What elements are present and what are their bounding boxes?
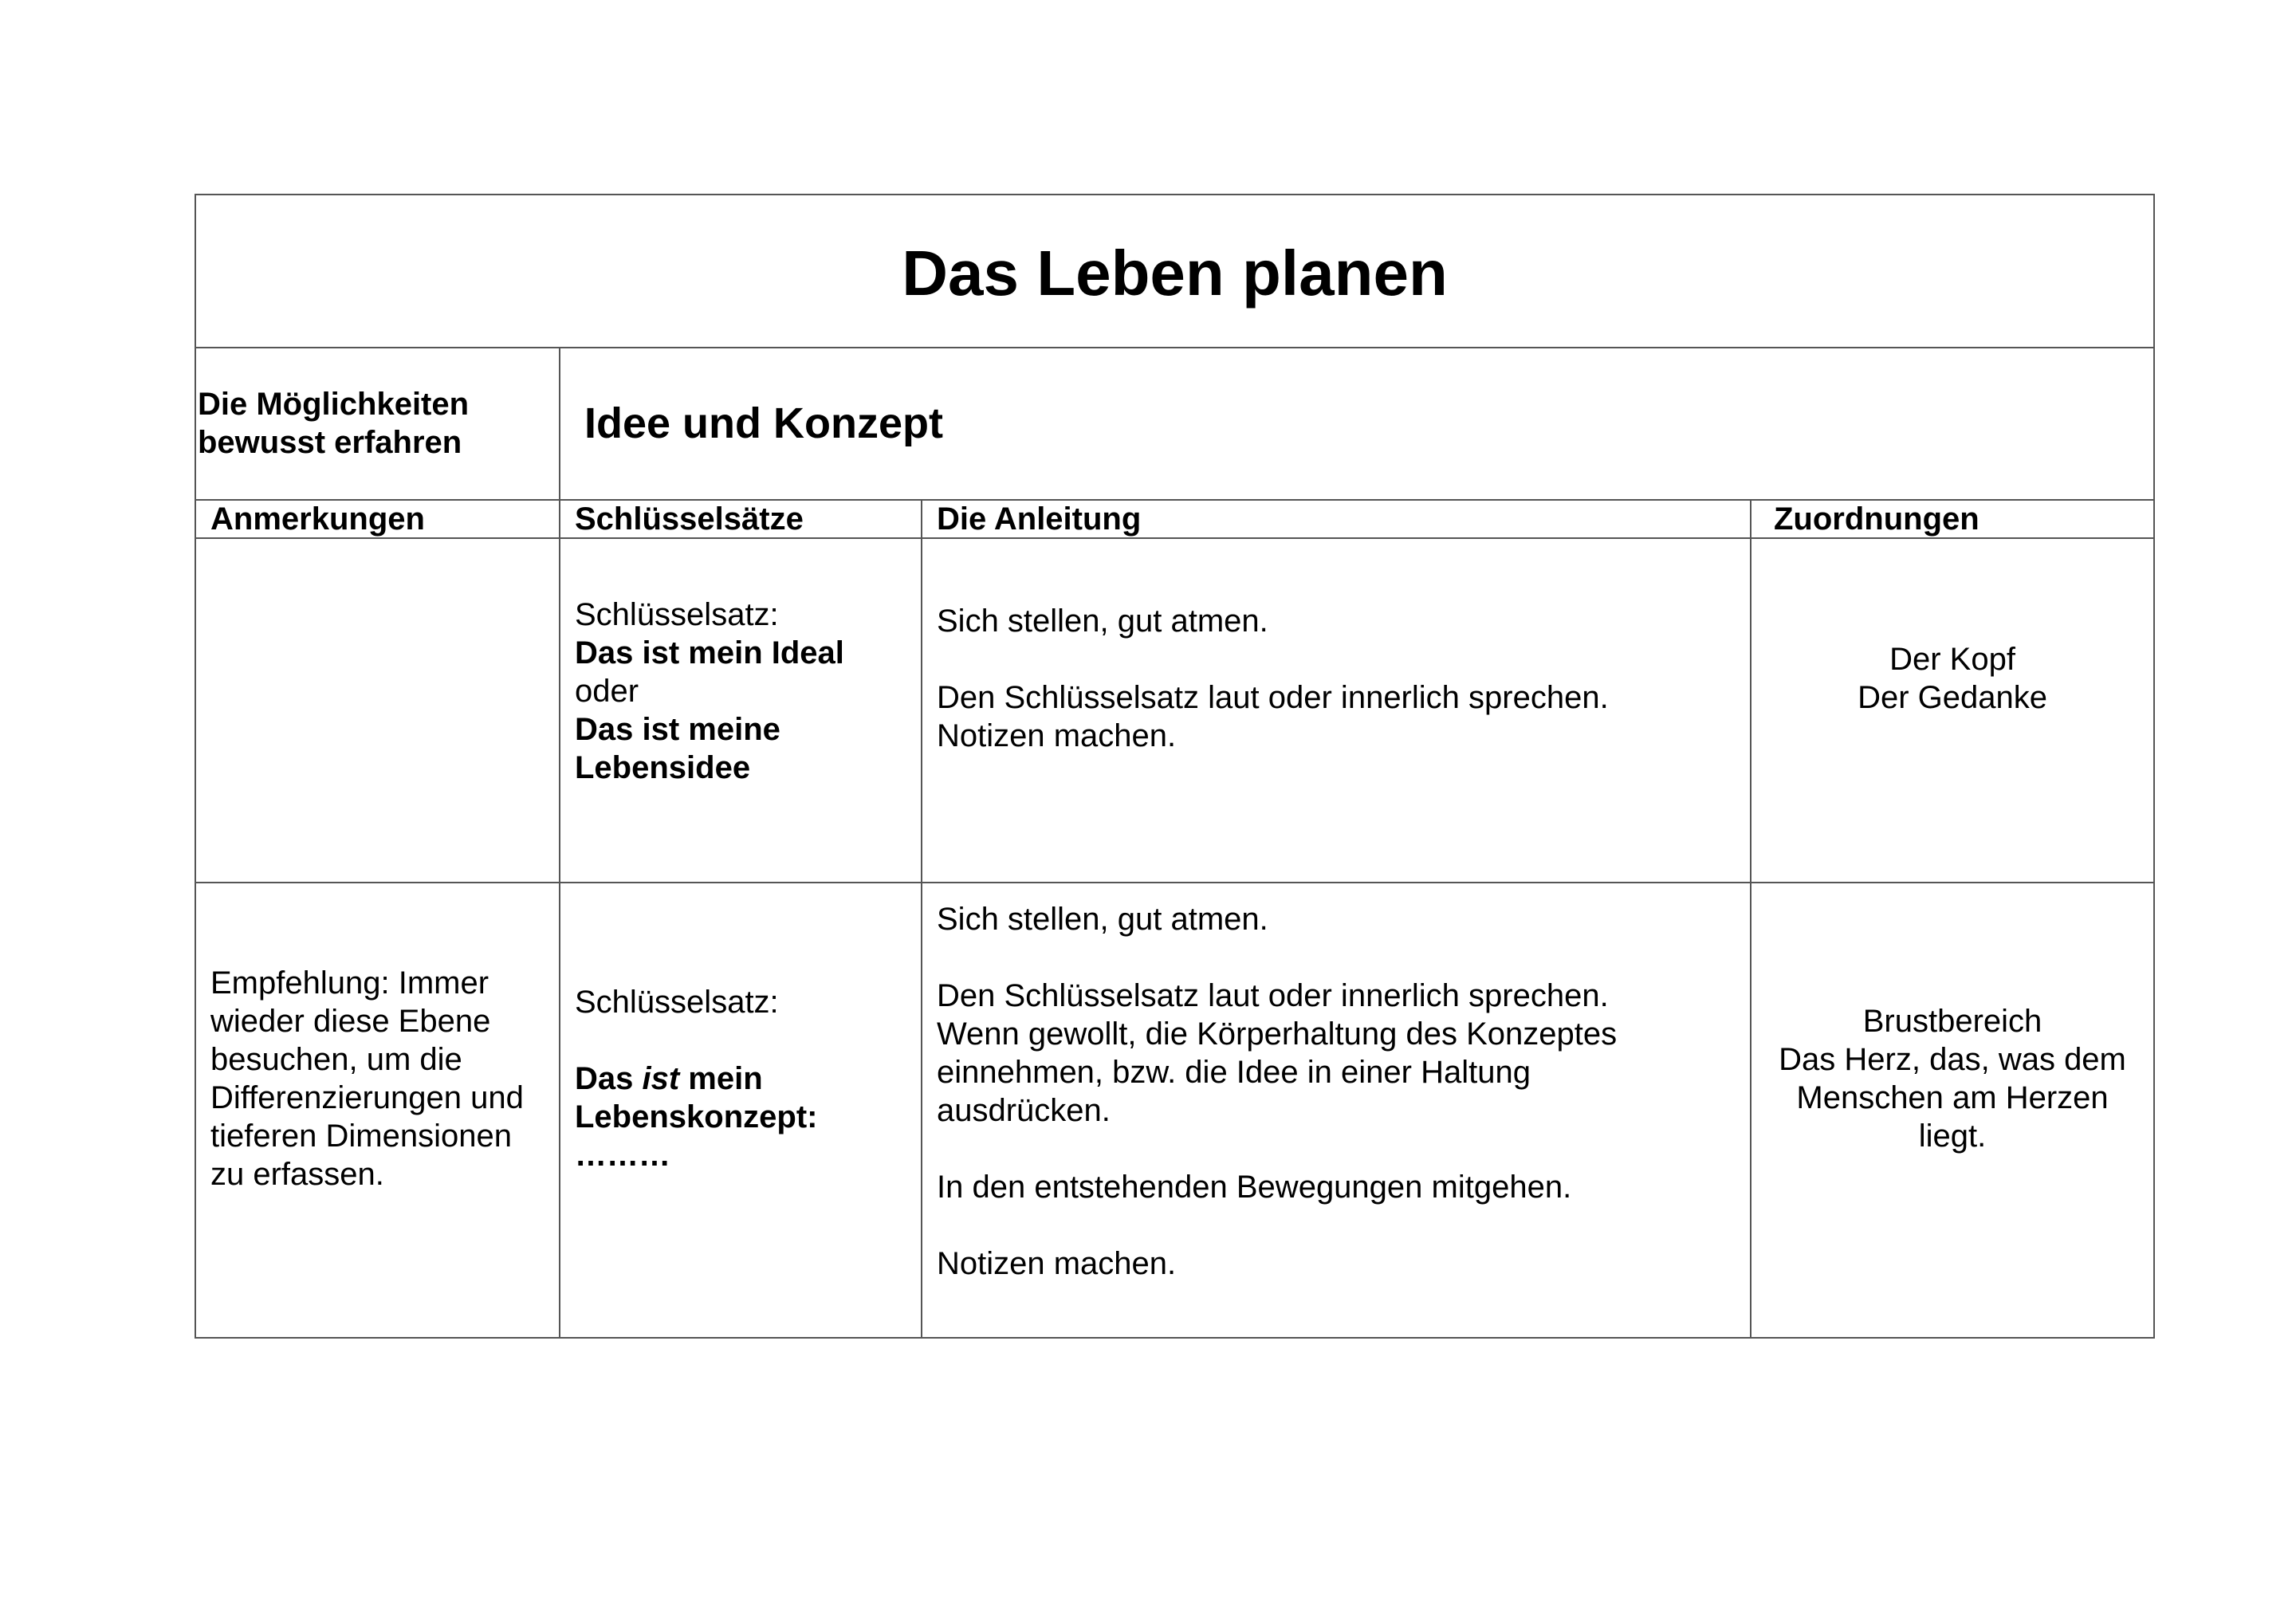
subheader-row <box>195 348 2154 499</box>
table-row <box>195 883 2154 1338</box>
subheader-left-line2: bewusst erfahren <box>198 425 462 461</box>
row2-instr-p4: Notizen machen. <box>937 1245 1177 1281</box>
row2-zuordnungen <box>1751 883 2154 1338</box>
row2-instr-p1: Sich stellen, gut atmen. <box>937 901 1268 937</box>
row2-note-line: besuchen, um die <box>210 1041 462 1077</box>
row2-key-label: Schlüsselsatz: <box>575 984 779 1020</box>
row1-zuordnungen <box>1751 538 2154 883</box>
row2-note-line: wieder diese Ebene <box>210 1003 491 1039</box>
row1-instr-p1: Sich stellen, gut atmen. <box>937 603 1268 639</box>
row1-instr-p2: Den Schlüsselsatz laut oder innerlich sprechen. <box>937 679 1609 715</box>
row2-assign-line: Menschen am Herzen <box>1796 1079 2109 1115</box>
row2-anleitung <box>922 883 1751 1338</box>
row2-note-line: zu erfassen. <box>210 1156 384 1192</box>
row2-key-line1: Das ist mein <box>575 1060 763 1096</box>
plan-table <box>195 194 2155 1339</box>
column-header-zuordnungen: Zuordnungen <box>1751 500 2154 538</box>
row1-key-label: Schlüsselsatz: <box>575 596 779 632</box>
row2-note-line: Empfehlung: Immer <box>210 965 489 1001</box>
row1-anmerkungen <box>195 538 560 883</box>
row1-key-line1: Das ist mein Ideal <box>575 635 844 670</box>
row2-instr-p2-line: ausdrücken. <box>937 1092 1111 1128</box>
row1-key-line3: Lebensidee <box>575 749 751 785</box>
subheader-left-line1: Die Möglichkeiten <box>198 387 470 423</box>
row1-assign-line2: Der Gedanke <box>1858 679 2047 715</box>
column-header-anleitung: Die Anleitung <box>922 500 1751 538</box>
row1-schluesselsaetze <box>560 538 922 883</box>
table-row <box>195 538 2154 883</box>
row2-key-line2: Lebenskonzept: <box>575 1099 818 1134</box>
row1-key-line2: Das ist meine <box>575 711 780 747</box>
row2-note-line: Differenzierungen und <box>210 1079 524 1115</box>
column-header-anmerkungen: Anmerkungen <box>195 500 560 538</box>
row2-key-line3: ……… <box>575 1137 670 1173</box>
subheader-right: Idee und Konzept <box>560 348 2154 499</box>
row2-instr-p2-line: Wenn gewollt, die Körperhaltung des Konzeptes <box>937 1016 1618 1052</box>
column-header-schluesselsaetze: Schlüsselsätze <box>560 500 922 538</box>
subheader-left <box>195 348 560 499</box>
column-header-row <box>195 500 2154 538</box>
row1-anleitung <box>922 538 1751 883</box>
row1-assign-line1: Der Kopf <box>1889 641 2015 677</box>
row2-assign-line: Brustbereich <box>1862 1003 2042 1039</box>
row1-key-or: oder <box>575 673 639 709</box>
row2-instr-p2-line: einnehmen, bzw. die Idee in einer Haltung <box>937 1054 1531 1090</box>
page-title: Das Leben planen <box>195 195 2154 348</box>
row2-assign-line: Das Herz, das, was dem <box>1779 1041 2126 1077</box>
row2-note-line: tieferen Dimensionen <box>210 1118 512 1154</box>
row2-schluesselsaetze <box>560 883 922 1338</box>
row2-assign-line: liegt. <box>1918 1118 1987 1154</box>
title-row <box>195 195 2154 348</box>
row1-instr-p3: Notizen machen. <box>937 718 1177 753</box>
row2-instr-p2-line: Den Schlüsselsatz laut oder innerlich sprechen. <box>937 977 1609 1013</box>
row2-anmerkungen <box>195 883 560 1338</box>
row2-instr-p3: In den entstehenden Bewegungen mitgehen. <box>937 1169 1572 1205</box>
